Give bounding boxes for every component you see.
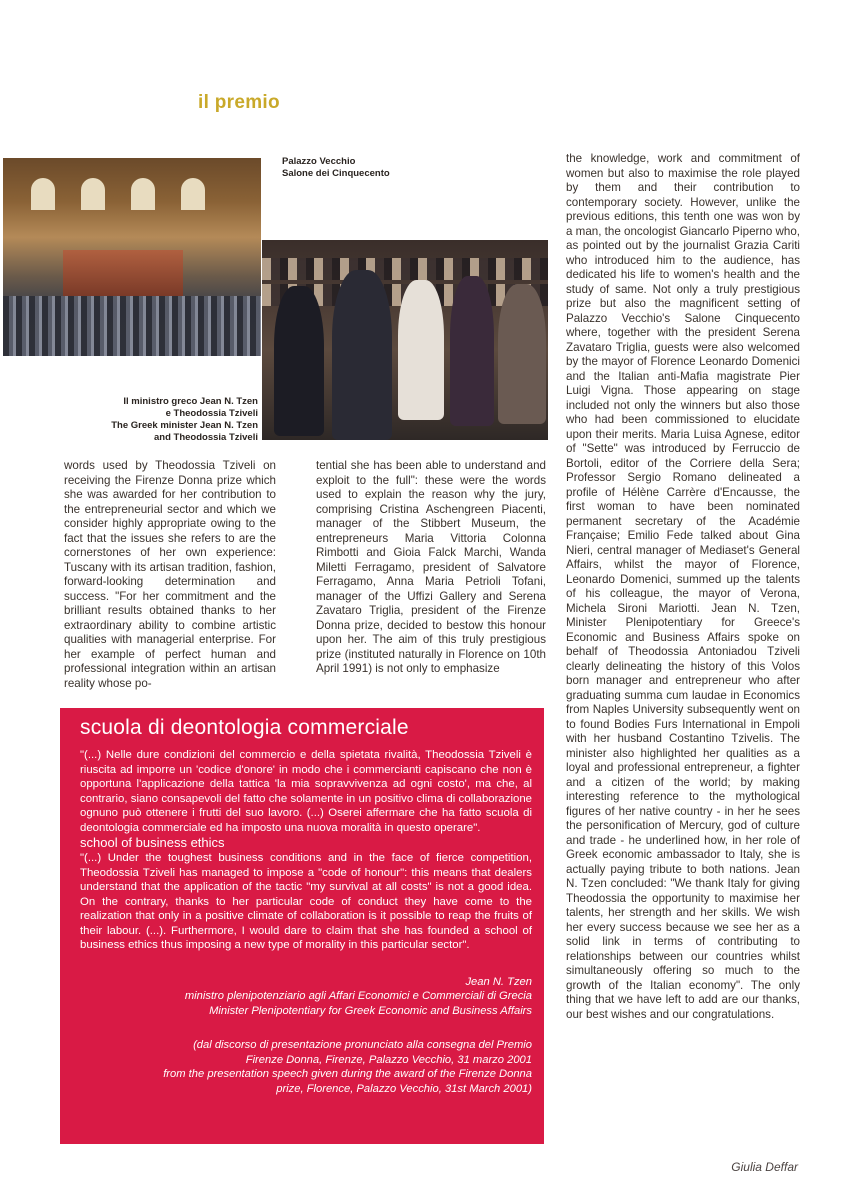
hall-crowd xyxy=(3,296,261,356)
article-column-3: the knowledge, work and commitment of women but also to maximise the role played by them and their contribution to contemporary society. However, unlike the previous editions, this tenth one was won by a man, the oncologist Giancarlo Piperno who, as pointed out by the journalist Grazia Cariti who introduced him to the audience, has dedicated his life to women's health and the study of same. Not only a truly prestigious prize but also the magnificent setting of Palazzo Vecchio's Salone Cinquecento where, together with the president Serena Zavataro Triglia, guests were also welcomed by the mayor of Florence Leonardo Domenici and the Italian anti-Mafia magistrate Pier Luigi Vigna. Those appearing on stage included not only the winners but also those who had been commissioned to elucidate upon their merits. Maria Luisa Agnese, editor of "Sette" was introduced by Ferruccio de Bortoli, editor of the Corriere della Sera; Professor Sergio Romano delineated a profile of Hélène Carrère d'Encausse, the first woman to have been nominated permanent secretary of the Académie Française; Emilio Fede talked about Gina Nieri, central manager of Mediaset's General Affairs, whilst the mayor of Florence, Leonardo Domenici, summed up the talents of his colleague, the mayor of Verona, Michela Sironi Mariotti. Jean N. Tzen, Minister Plenipotentiary for Greece's Economic and Business Affairs spoke on behalf of Theodossia Antoniadou Tziveli clearly delineating the history of this Volos born manager and entrepreneur who after graduating summa cum laudae in Economics from Naples University subsequently went on to found Bodies Furs International in Empoli with her husband Costantino Tzivelis. The minister also highlighted her qualities as a loyal and professional entrepreneur, a fighter and a citizen of the world; by making interesting reference to the mythological figures of her native country - in her he sees the personification of Mercury, god of culture and trade - he underlined how, in her role of Greek economic ambassador to Italy, she is actually paying tribute to both nations. Jean N. Tzen concluded: "We thank Italy for giving Theodossia the opportunity to maximise her talents, her strength and her skills. We wish her every success because we see her as a solid link in terms of contributing to relationships between our countries whilst simultaneously offering so much to the growth of the Italian economy". The only thing that we have left to add are our thanks, our best wishes and our congratulations. xyxy=(566,152,800,1021)
source-line: Firenze Donna, Firenze, Palazzo Vecchio, 31 marzo 2001 xyxy=(245,1053,532,1066)
source-line: prize, Florence, Palazzo Vecchio, 31st March 2001) xyxy=(276,1082,532,1095)
article-column-2: tential she has been able to understand and exploit to the full": these were the words used to explain the reason why the jury, comprising Cristina Aschengreen Piacenti, manager of the Stibbert Museum, the entrepreneurs Maria Vittoria Colonna Rimbotti and Gioia Falck Marchi, Wanda Miletti Ferragamo, president of Salvatore Ferragamo, Anna Maria Petrioli Tofani, manager of the Uffizi Gallery and Serena Zavataro Triglia, president of the Firenze Donna prize, decided to bestow this honour upon her. The aim of this truly prestigious prize (instituted naturally in Florence on 10th April 1991) is not only to emphasize xyxy=(316,459,546,675)
box-english-quote: "(...) Under the toughest business conditions and in the face of fierce competition, Theodossia Tziveli has managed to impose a "code of honour": this means that dealers understand that the application of the tactic "my survival at all costs" is not a good idea. On the contrary, thanks to her particular code of conduct they have come to the realization that only in a positive climate of collaboration is it possible to reap the fruits of their labour. (...). Furthermore, I would dare to claim that she has founded a school of business ethics thus imposing a new type of morality in this particular sector". xyxy=(80,852,532,951)
minister-caption xyxy=(60,396,258,444)
minister-caption-line: e Theodossia Tziveli xyxy=(165,408,258,419)
box-italian-quote: "(...) Nelle dure condizioni del commercio e della spietata rivalità, Theodossia Tziveli è riuscita ad imporre un 'codice d'onore' in modo che i commercianti capiscano che non è opportuna l'applicazione della tattica 'la mia sopravvivenza ad ogni costo', ma che, al contrario, siano consapevoli del fatto che solamente in un positivo clima di collaborazione ognuno può ottenere i frutti del suo lavoro. (...) Oserei affermare che ha fatto scuola di deontologia commerciale ed ha imposto una nuova moralità in questo operare". xyxy=(80,749,532,834)
audience-person xyxy=(498,284,546,424)
palazzo-vecchio-hall-photo xyxy=(3,158,261,356)
minister-caption-line: The Greek minister Jean N. Tzen xyxy=(111,420,258,431)
hall-caption-line: Salone dei Cinquecento xyxy=(282,168,390,179)
audience-person xyxy=(398,280,444,420)
hall-window xyxy=(131,178,155,210)
signature-name: Jean N. Tzen xyxy=(465,975,532,988)
signature-role-it: ministro plenipotenziario agli Affari Economici e Commerciali di Grecia xyxy=(184,990,532,1002)
article-column-1: words used by Theodossia Tziveli on receiving the Firenze Donna prize which she was awarded for her contribution to the entrepreneurial sector and which we consider highly appropriate owing to the fact that the issues she refers to are the cornerstones of her own experience: Tuscany with its artisan tradition, fashion, forward-looking determination and success. "For her commitment and the brilliant results obtained thanks to her extraordinary ability to combine artistic qualities with managerial enterprise. For her example of perfect human and professional integration within an artisan reality whose po- xyxy=(64,459,276,690)
source-line: from the presentation speech given during the award of the Firenze Donna xyxy=(163,1068,532,1080)
hall-window xyxy=(181,178,205,210)
source-line: (dal discorso di presentazione pronunciato alla consegna del Premio xyxy=(193,1039,532,1051)
section-title: il premio xyxy=(198,92,280,113)
audience-person xyxy=(274,286,324,436)
audience-person xyxy=(332,270,392,440)
box-source xyxy=(80,1038,532,1096)
box-title: scuola di deontologia commerciale xyxy=(80,716,409,739)
hall-stage xyxy=(63,250,183,296)
signature-role-en: Minister Plenipotentiary for Greek Economic and Business Affairs xyxy=(209,1004,532,1017)
author-byline: Giulia Deffar xyxy=(731,1160,798,1174)
minister-audience-photo xyxy=(262,240,548,440)
minister-caption-line: and Theodossia Tziveli xyxy=(154,432,258,443)
minister-caption-line: Il ministro greco Jean N. Tzen xyxy=(123,396,258,407)
hall-window xyxy=(31,178,55,210)
hall-caption xyxy=(282,156,390,180)
hall-caption-line: Palazzo Vecchio xyxy=(282,156,356,167)
business-ethics-box xyxy=(60,708,544,1144)
audience-row xyxy=(262,258,548,280)
hall-window xyxy=(81,178,105,210)
audience-person xyxy=(450,276,494,426)
box-subtitle: school of business ethics xyxy=(80,835,225,850)
box-signature xyxy=(80,975,532,1019)
